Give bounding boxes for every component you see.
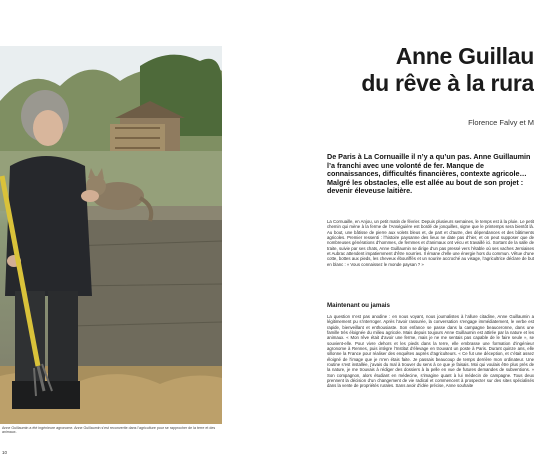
page-number: 10 — [2, 450, 8, 455]
section-subheading: Maintenant ou jamais — [327, 302, 390, 309]
article-byline: Florence Falvy et M — [468, 118, 534, 127]
article-title-line1: Anne Guillau — [395, 43, 534, 69]
body-paragraph-2: La question n’est pas anodine : en nous voyant, nous journalistes à l’allure citadine, Anne Guillaumin a légitimement pu s’interroger. Après l’avoir rassurée, la conversation s’engage immédiatement, le verbe est rapide, bienveillant et enthousiaste. Son enfance se passe dans la campagne beauceronne, dans une famille très éloignée du milieu agricole. Mais depuis toujours Anne Guillaumin est attirée par la nature et les animaux. « Mon rêve était d’avoir une ferme, mais je ne me sentais pas capable de le faire seule », se souvient-elle. Pour vivre dehors et les pieds dans la terre, elle embrasse une formation d’ingénieur agronome à Rennes, puis intègre l’Institut d’élevage en trouvant un poste à Paris. Durant quinze ans, elle sillonne la France pour réaliser des enquêtes auprès d’agriculteurs. « Ce fut une déception, et c’était assez éloigné de l’image que je m’en étais faite. Je passais beaucoup de temps derrière mon ordinateur. Une routine s’est installée, j’avais du mal à trouver du sens à ce que je faisais. Moi qui voulais être plus près de la nature, je me trouvais à rédiger des dossiers à la pelle en vue de futures demandes de subventions. » Son compagnon, alors étudiant en médecine, s’imagine quant à lui médecin de campagne. Tous deux prennent la décision d’un changement de vie radical et commencent à prospecter sur des sites spécialisés dans la vente de propriétés rurales. Sans avoir d’idée précise, Anne souhaite — [327, 314, 534, 389]
portrait-photo — [0, 46, 222, 424]
body-paragraph-1: La Cornuaille, en Anjou, un petit matin de février. Depuis plusieurs semaines, le temps est à la pluie. Le petit chemin qui mène à la ferme de l’Anséguière est bordé de jonquilles, signe que le printemps sera bientôt là. Au bout, une bâtisse de pierre aux volets bleus et, de part et d’autre, des dépendances et des bâtiments agricoles. Premier ressenti : l’histoire paysanne des lieux ne date pas d’hier, et on peut supposer que de nombreuses générations d’hommes, de femmes et d’animaux ont vécu et travaillé ici. Sortant de la salle de traite, suivie par ses chats, Anne Guillaumin se dirige d’un pas pressé vers l’étable où ses vaches Jersiaises et Aubrac attendent impatiemment d’être nourries. Il émane d’elle une énergie hors du commun. Vêtue d’une cotte, bottes aux pieds, les cheveux ébouriffés et un sourire accroché au visage, l’agricultrice déclare de but en blanc : « Vous connaissez le monde paysan ? » — [327, 219, 534, 267]
photo-caption: Anne Guillaumin a été ingénieure agronome. Anne Guillaumin s’est reconvertie dans l’agriculture pour se rapprocher de la terre et des animaux. — [2, 426, 216, 435]
article-title-line2: du rêve à la rura — [361, 70, 534, 96]
farmer-with-cat-illustration — [0, 46, 222, 424]
article-lead: De Paris à La Cornuaille il n’y a qu’un pas. Anne Guillaumin l’a franchi avec une volonté de fer. Manque de connaissances, difficultés financières, contexte agricole… Malgré les obstacles, elle est allée au bout de son projet : devenir éleveuse laitière. — [327, 152, 531, 196]
